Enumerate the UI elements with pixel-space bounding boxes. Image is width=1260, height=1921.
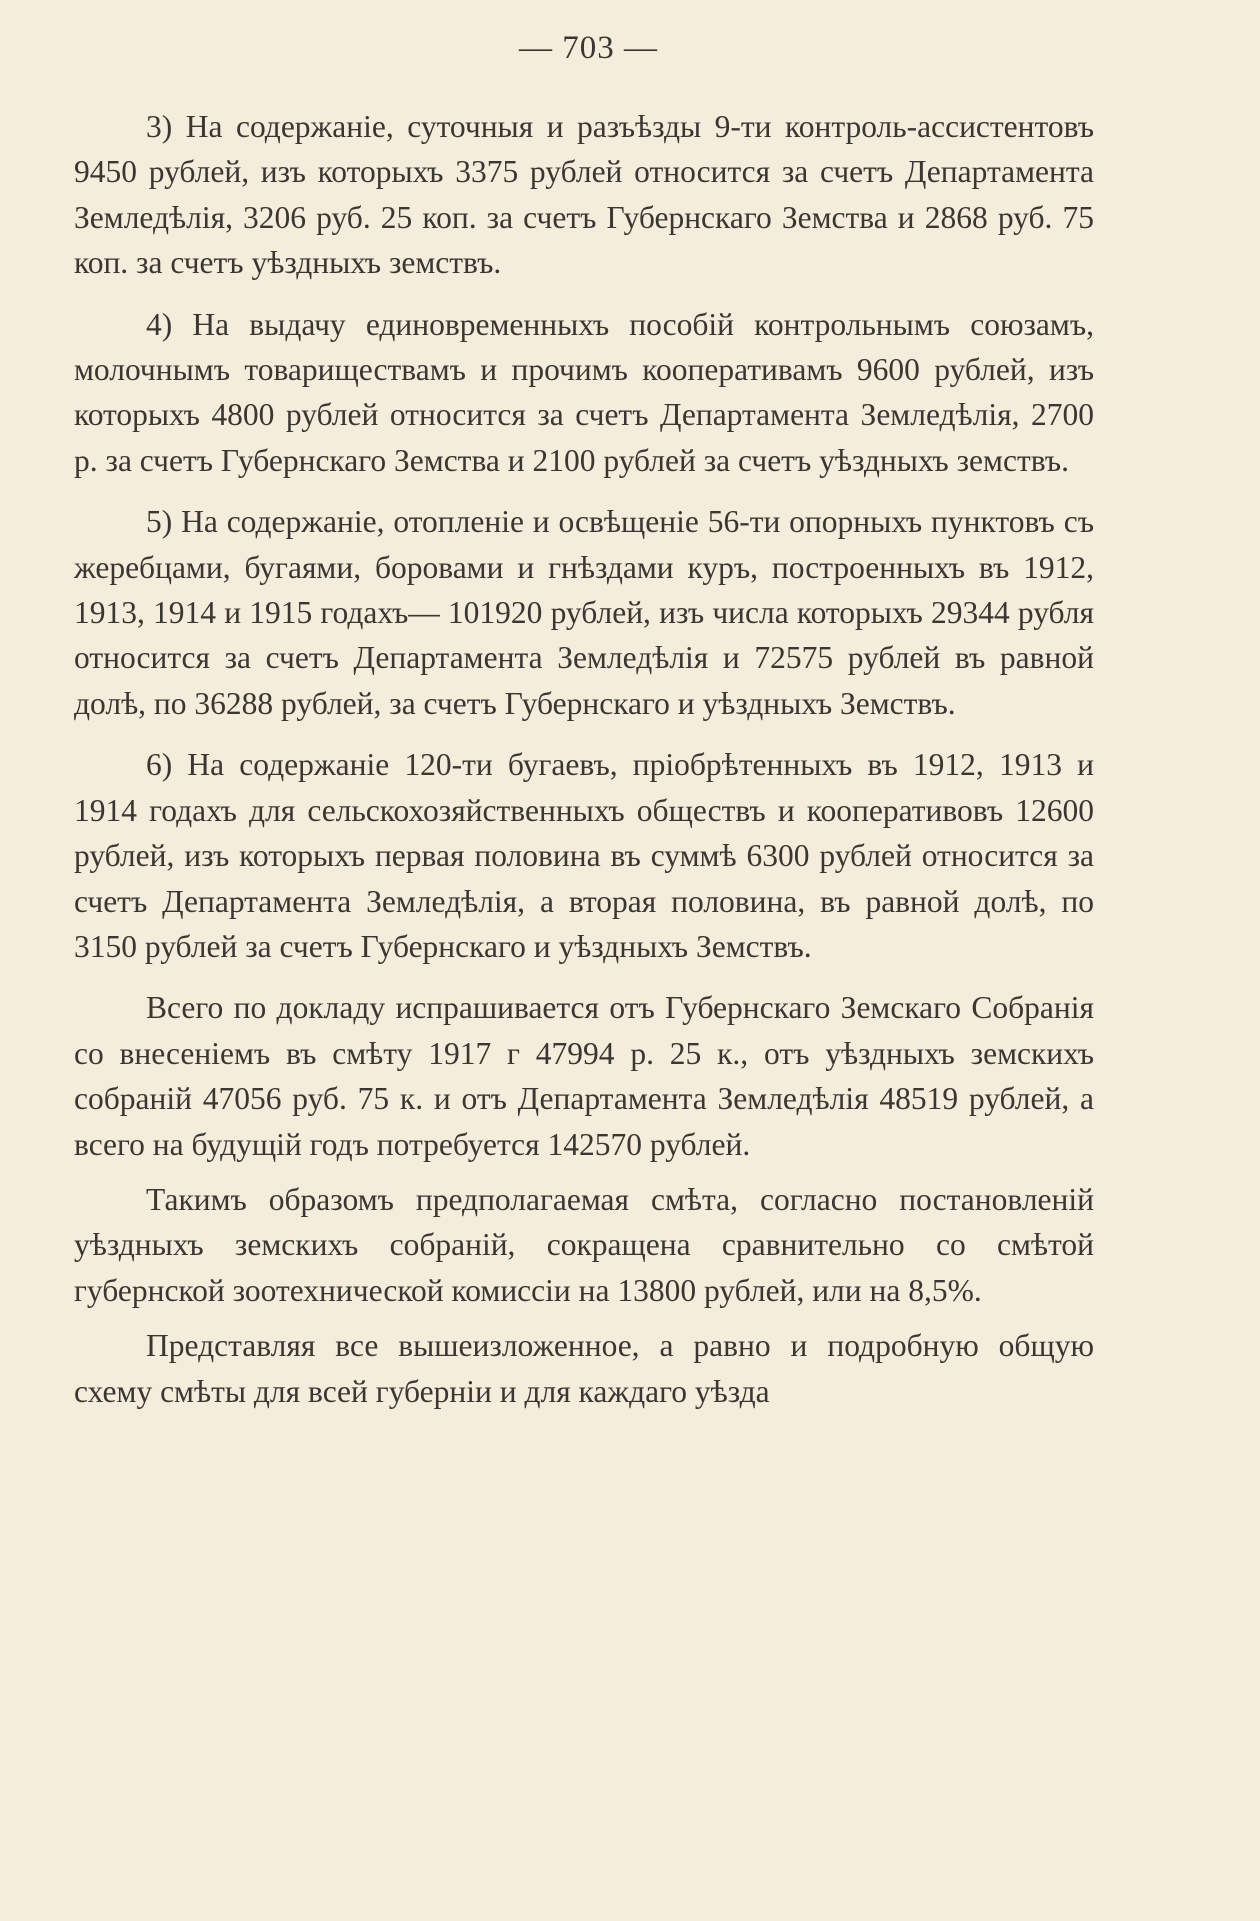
paragraph-item-4: 4) На выдачу единовременныхъ пособій контрольнымъ союзамъ, молочнымъ товариществамъ и прочимъ кооперативамъ 9600 рублей, изъ которыхъ 4800 рублей относится за счетъ Департамента Земледѣлія, 2700 р. за счетъ Губернскаго Земства и 2100 рублей за счетъ уѣздныхъ земствъ. [74,306,1094,478]
paragraph-item-3: 3) На содержаніе, суточныя и разъѣзды 9-ти контроль-ассистентовъ 9450 рублей, изъ которыхъ 3375 рублей относится за счетъ Департамента Земледѣлія, 3206 руб. 25 коп. за счетъ Губернскаго Земства и 2868 руб. 75 коп. за счетъ уѣздныхъ земствъ. [74,109,1094,281]
paragraph-item-6: 6) На содержаніе 120-ти бугаевъ, пріобрѣтенныхъ въ 1912, 1913 и 1914 годахъ для сельскохозяйственныхъ обществъ и кооперативовъ 12600 рублей, изъ которыхъ первая половина въ суммѣ 6300 рублей относится за счетъ Департамента Земледѣлія, а вторая половина, въ равной долѣ, по 3150 рублей за счетъ Губернскаго и уѣздныхъ Земствъ. [74,747,1094,964]
paragraph-item-5: 5) На содержаніе, отопленіе и освѣщеніе 56-ти опорныхъ пунктовъ съ жеребцами, бугаями, боровами и гнѣздами куръ, построенныхъ въ 1912, 1913, 1914 и 1915 годахъ— 101920 рублей, изъ числа которыхъ 29344 рубля относится за счетъ Департамента Земледѣлія и 72575 рублей въ равной долѣ, по 36288 рублей, за счетъ Губернскаго и уѣздныхъ Земствъ. [74,504,1094,721]
reduction-paragraph: Такимъ образомъ предполагаемая смѣта, согласно постановленій уѣздныхъ земскихъ собраній, сокращена сравнительно со смѣтой губернской зоотехнической комиссіи на 13800 рублей, или на 8,5%. [74,1181,1094,1308]
document-body [74,104,1094,1430]
closing-paragraph: Представляя все вышеизложенное, а равно и подробную общую схему смѣты для всей губерніи и для каждаго уѣзда [74,1328,1094,1409]
summary-paragraph: Всего по докладу испрашивается отъ Губернскаго Земскаго Собранія со внесеніемъ въ смѣту 1917 г 47994 р. 25 к., отъ уѣздныхъ земскихъ собраній 47056 руб. 75 к. и отъ Департамента Земледѣлія 48519 рублей, а всего на будущій годъ потребуется 142570 рублей. [74,990,1094,1162]
page-number: — 703 — [519,30,658,66]
